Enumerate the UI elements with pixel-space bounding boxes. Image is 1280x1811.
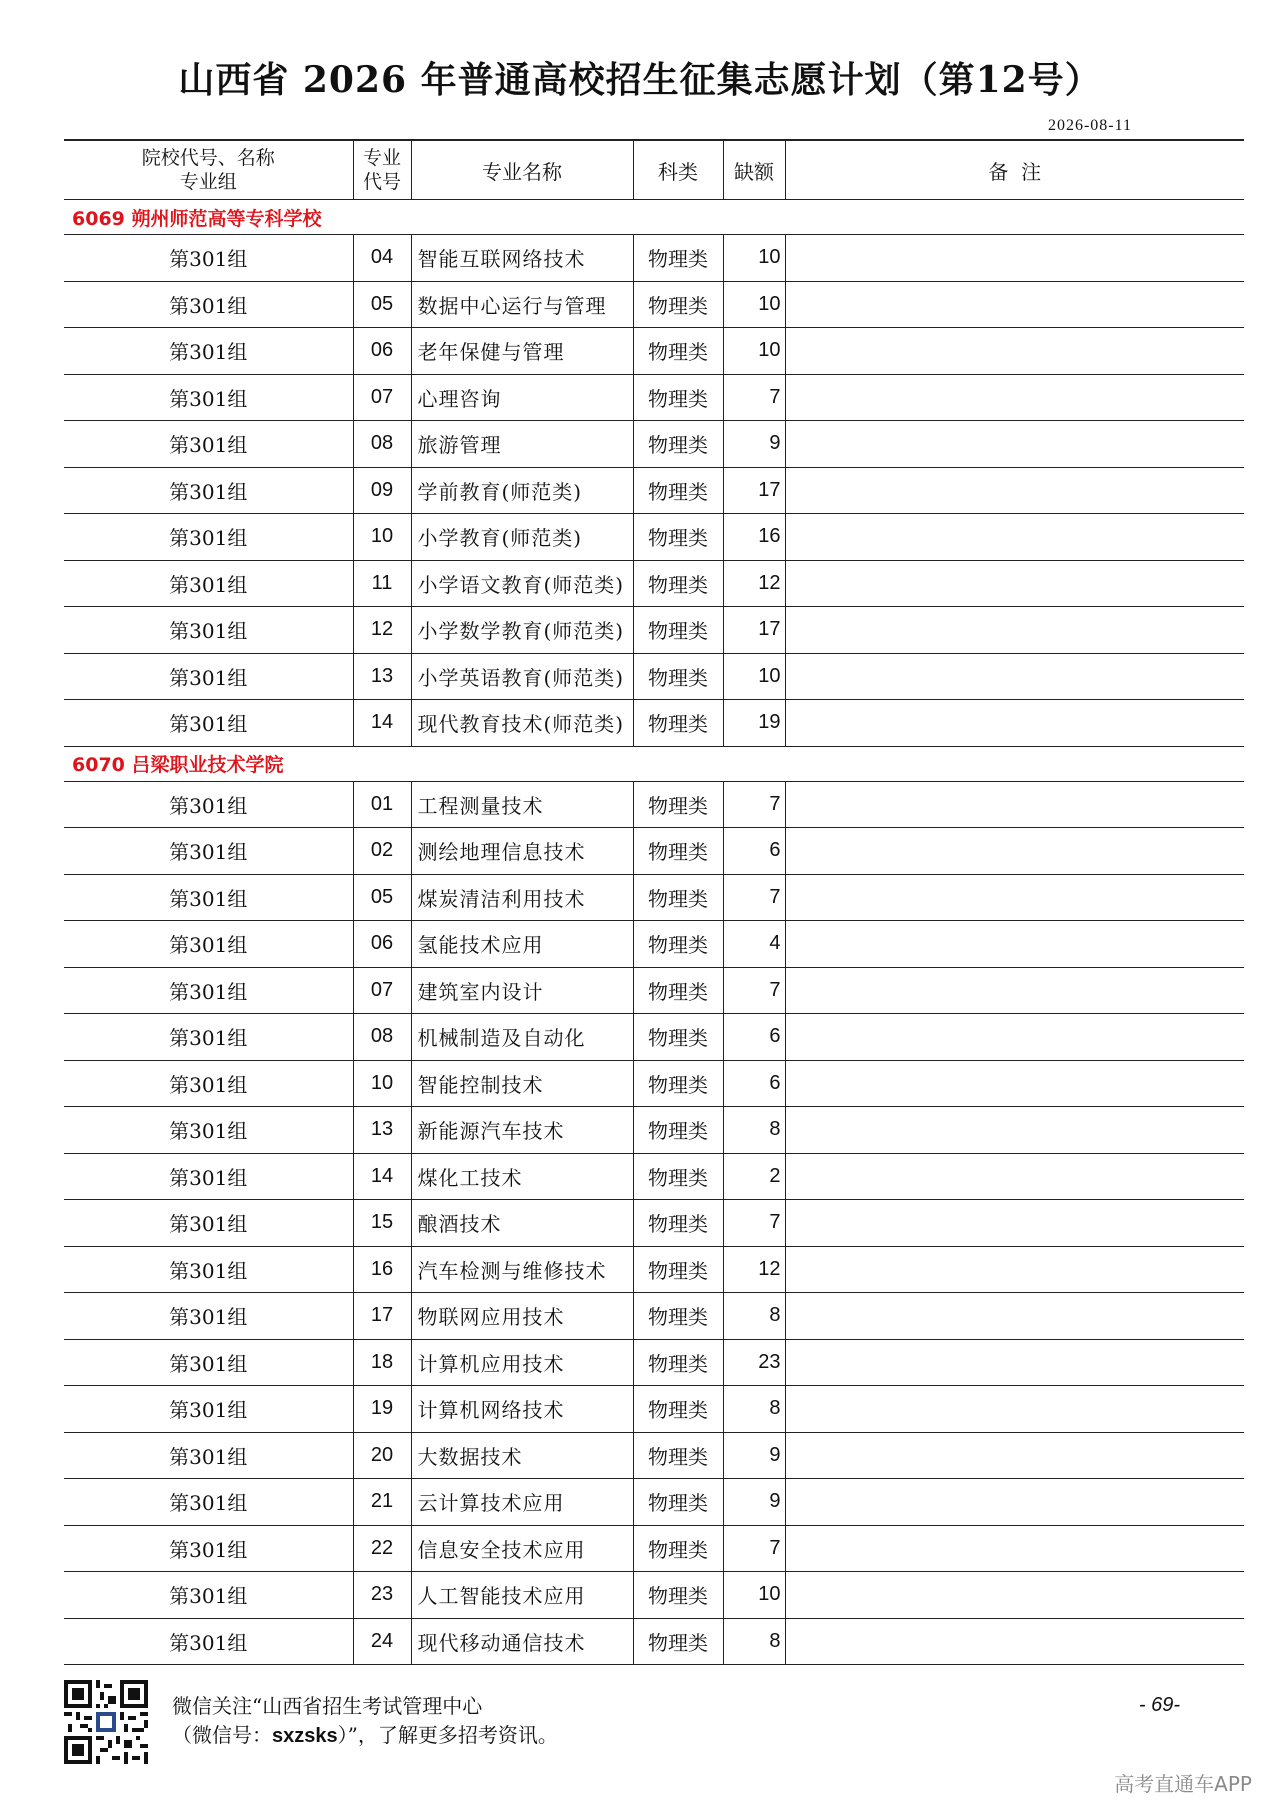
group-cell: 第301组 — [64, 1339, 353, 1386]
header-major-code — [353, 140, 411, 200]
major-name-cell: 汽车检测与维修技术 — [411, 1246, 633, 1293]
table-row — [64, 514, 1244, 561]
quota-cell: 12 — [723, 1246, 785, 1293]
remark-cell — [785, 1572, 1244, 1619]
major-code-cell: 05 — [353, 874, 411, 921]
category-cell: 物理类 — [633, 374, 723, 421]
major-code-cell: 09 — [353, 467, 411, 514]
table-row — [64, 1153, 1244, 1200]
category-cell: 物理类 — [633, 781, 723, 828]
group-cell: 第301组 — [64, 514, 353, 561]
group-cell: 第301组 — [64, 1107, 353, 1154]
major-code-cell: 13 — [353, 1107, 411, 1154]
table-row — [64, 235, 1244, 282]
quota-cell: 4 — [723, 921, 785, 968]
quota-cell: 8 — [723, 1618, 785, 1665]
category-cell: 物理类 — [633, 235, 723, 282]
remark-cell — [785, 781, 1244, 828]
table-row — [64, 653, 1244, 700]
header-school-line1: 院校代号、名称 — [141, 147, 275, 169]
major-name-cell: 煤化工技术 — [411, 1153, 633, 1200]
major-name-cell: 小学教育(师范类) — [411, 514, 633, 561]
quota-cell: 6 — [723, 828, 785, 875]
table-row — [64, 1618, 1244, 1665]
group-cell: 第301组 — [64, 1618, 353, 1665]
group-cell: 第301组 — [64, 467, 353, 514]
quota-cell: 10 — [723, 1572, 785, 1619]
group-cell: 第301组 — [64, 828, 353, 875]
footer-line1: 微信关注“山西省招生考试管理中心 — [172, 1694, 483, 1718]
major-name-cell: 智能控制技术 — [411, 1060, 633, 1107]
quota-cell: 8 — [723, 1386, 785, 1433]
table-row — [64, 921, 1244, 968]
major-name-cell: 计算机应用技术 — [411, 1339, 633, 1386]
remark-cell — [785, 1525, 1244, 1572]
header-major-name: 专业名称 — [411, 140, 633, 200]
table-row — [64, 1479, 1244, 1526]
quota-cell: 2 — [723, 1153, 785, 1200]
remark-cell — [785, 421, 1244, 468]
plan-table — [64, 139, 1244, 1665]
major-code-cell: 17 — [353, 1293, 411, 1340]
group-cell: 第301组 — [64, 1200, 353, 1247]
school-row — [64, 200, 1244, 235]
remark-cell — [785, 700, 1244, 747]
school-name: 6069 朔州师范高等专科学校 — [64, 200, 1244, 235]
major-code-cell: 20 — [353, 1432, 411, 1479]
major-code-cell: 01 — [353, 781, 411, 828]
group-cell: 第301组 — [64, 700, 353, 747]
quota-cell: 8 — [723, 1107, 785, 1154]
table-row — [64, 1246, 1244, 1293]
quota-cell: 16 — [723, 514, 785, 561]
category-cell: 物理类 — [633, 1153, 723, 1200]
major-code-cell: 10 — [353, 514, 411, 561]
quota-cell: 9 — [723, 421, 785, 468]
group-cell: 第301组 — [64, 1153, 353, 1200]
remark-cell — [785, 1293, 1244, 1340]
group-cell: 第301组 — [64, 1479, 353, 1526]
major-name-cell: 学前教育(师范类) — [411, 467, 633, 514]
table-row — [64, 1107, 1244, 1154]
category-cell: 物理类 — [633, 1432, 723, 1479]
page-title: 山西省 2026 年普通高校招生征集志愿计划（第12号） — [178, 59, 1102, 101]
footer-line2 — [172, 1721, 558, 1751]
remark-cell — [785, 1339, 1244, 1386]
category-cell: 物理类 — [633, 828, 723, 875]
major-code-cell: 08 — [353, 421, 411, 468]
footer-wechat-note — [172, 1692, 558, 1751]
major-name-cell: 心理咨询 — [411, 374, 633, 421]
quota-cell: 8 — [723, 1293, 785, 1340]
major-code-cell: 06 — [353, 328, 411, 375]
table-row — [64, 1525, 1244, 1572]
category-cell: 物理类 — [633, 1386, 723, 1433]
table-row — [64, 607, 1244, 654]
major-name-cell: 旅游管理 — [411, 421, 633, 468]
group-cell: 第301组 — [64, 967, 353, 1014]
table-row — [64, 874, 1244, 921]
table-row — [64, 1572, 1244, 1619]
category-cell: 物理类 — [633, 1107, 723, 1154]
category-cell: 物理类 — [633, 421, 723, 468]
major-code-cell: 22 — [353, 1525, 411, 1572]
major-name-cell: 小学英语教育(师范类) — [411, 653, 633, 700]
group-cell: 第301组 — [64, 374, 353, 421]
remark-cell — [785, 1246, 1244, 1293]
group-cell: 第301组 — [64, 1386, 353, 1433]
table-header-row — [64, 140, 1244, 200]
major-code-cell: 10 — [353, 1060, 411, 1107]
category-cell: 物理类 — [633, 1014, 723, 1061]
group-cell: 第301组 — [64, 1525, 353, 1572]
remark-cell — [785, 514, 1244, 561]
major-name-cell: 云计算技术应用 — [411, 1479, 633, 1526]
header-school-group — [64, 140, 353, 200]
category-cell: 物理类 — [633, 1525, 723, 1572]
quota-cell: 19 — [723, 700, 785, 747]
major-code-cell: 19 — [353, 1386, 411, 1433]
category-cell: 物理类 — [633, 1293, 723, 1340]
footer-line2-prefix: （微信号： — [172, 1723, 272, 1747]
school-row — [64, 746, 1244, 781]
header-code-line1: 专业 — [362, 147, 401, 169]
quota-cell: 10 — [723, 281, 785, 328]
remark-cell — [785, 1014, 1244, 1061]
table-row — [64, 467, 1244, 514]
remark-cell — [785, 967, 1244, 1014]
major-name-cell: 现代移动通信技术 — [411, 1618, 633, 1665]
category-cell: 物理类 — [633, 514, 723, 561]
table-row — [64, 1060, 1244, 1107]
category-cell: 物理类 — [633, 1572, 723, 1619]
quota-cell: 6 — [723, 1060, 785, 1107]
major-code-cell: 21 — [353, 1479, 411, 1526]
table-row — [64, 781, 1244, 828]
major-code-cell: 18 — [353, 1339, 411, 1386]
group-cell: 第301组 — [64, 1293, 353, 1340]
category-cell: 物理类 — [633, 1339, 723, 1386]
group-cell: 第301组 — [64, 421, 353, 468]
remark-cell — [785, 560, 1244, 607]
remark-cell — [785, 1386, 1244, 1433]
remark-cell — [785, 1479, 1244, 1526]
table-row — [64, 1200, 1244, 1247]
group-cell: 第301组 — [64, 328, 353, 375]
major-code-cell: 15 — [353, 1200, 411, 1247]
quota-cell: 7 — [723, 374, 785, 421]
group-cell: 第301组 — [64, 235, 353, 282]
footer-wechat-id: sxzsks — [272, 1725, 338, 1747]
major-code-cell: 07 — [353, 374, 411, 421]
quota-cell: 6 — [723, 1014, 785, 1061]
watermark: 高考直通车APP — [1114, 1772, 1252, 1796]
major-name-cell: 老年保健与管理 — [411, 328, 633, 375]
remark-cell — [785, 467, 1244, 514]
quota-cell: 17 — [723, 467, 785, 514]
header-remark: 备 注 — [785, 140, 1244, 200]
group-cell: 第301组 — [64, 1246, 353, 1293]
remark-cell — [785, 1107, 1244, 1154]
remark-cell — [785, 607, 1244, 654]
major-name-cell: 工程测量技术 — [411, 781, 633, 828]
group-cell: 第301组 — [64, 921, 353, 968]
category-cell: 物理类 — [633, 1246, 723, 1293]
remark-cell — [785, 1618, 1244, 1665]
category-cell: 物理类 — [633, 281, 723, 328]
quota-cell: 7 — [723, 874, 785, 921]
group-cell: 第301组 — [64, 653, 353, 700]
major-name-cell: 计算机网络技术 — [411, 1386, 633, 1433]
major-name-cell: 新能源汽车技术 — [411, 1107, 633, 1154]
major-code-cell: 04 — [353, 235, 411, 282]
quota-cell: 10 — [723, 235, 785, 282]
major-code-cell: 02 — [353, 828, 411, 875]
quota-cell: 7 — [723, 1525, 785, 1572]
major-name-cell: 建筑室内设计 — [411, 967, 633, 1014]
category-cell: 物理类 — [633, 921, 723, 968]
major-name-cell: 现代教育技术(师范类) — [411, 700, 633, 747]
major-name-cell: 机械制造及自动化 — [411, 1014, 633, 1061]
category-cell: 物理类 — [633, 700, 723, 747]
quota-cell: 7 — [723, 781, 785, 828]
remark-cell — [785, 921, 1244, 968]
publish-date: 2026-08-11 — [1047, 117, 1132, 134]
page-footer — [64, 1680, 1244, 1770]
remark-cell — [785, 828, 1244, 875]
group-cell: 第301组 — [64, 874, 353, 921]
category-cell: 物理类 — [633, 1479, 723, 1526]
school-name: 6070 吕梁职业技术学院 — [64, 746, 1244, 781]
major-code-cell: 12 — [353, 607, 411, 654]
group-cell: 第301组 — [64, 1060, 353, 1107]
major-code-cell: 13 — [353, 653, 411, 700]
major-name-cell: 小学数学教育(师范类) — [411, 607, 633, 654]
remark-cell — [785, 1060, 1244, 1107]
header-quota: 缺额 — [723, 140, 785, 200]
table-row — [64, 828, 1244, 875]
major-name-cell: 酿酒技术 — [411, 1200, 633, 1247]
major-name-cell: 数据中心运行与管理 — [411, 281, 633, 328]
quota-cell: 9 — [723, 1479, 785, 1526]
remark-cell — [785, 1200, 1244, 1247]
group-cell: 第301组 — [64, 781, 353, 828]
major-name-cell: 智能互联网络技术 — [411, 235, 633, 282]
major-name-cell: 信息安全技术应用 — [411, 1525, 633, 1572]
major-name-cell: 小学语文教育(师范类) — [411, 560, 633, 607]
group-cell: 第301组 — [64, 560, 353, 607]
footer-line2-suffix: ）”，了解更多招考资讯。 — [337, 1723, 558, 1747]
table-row — [64, 560, 1244, 607]
quota-cell: 9 — [723, 1432, 785, 1479]
table-row — [64, 1293, 1244, 1340]
major-name-cell: 大数据技术 — [411, 1432, 633, 1479]
quota-cell: 10 — [723, 328, 785, 375]
remark-cell — [785, 235, 1244, 282]
major-name-cell: 煤炭清洁利用技术 — [411, 874, 633, 921]
qr-code-icon — [64, 1680, 148, 1764]
quota-cell: 10 — [723, 653, 785, 700]
table-row — [64, 281, 1244, 328]
major-name-cell: 人工智能技术应用 — [411, 1572, 633, 1619]
category-cell: 物理类 — [633, 967, 723, 1014]
remark-cell — [785, 874, 1244, 921]
quota-cell: 7 — [723, 1200, 785, 1247]
category-cell: 物理类 — [633, 1200, 723, 1247]
major-code-cell: 14 — [353, 1153, 411, 1200]
category-cell: 物理类 — [633, 560, 723, 607]
quota-cell: 23 — [723, 1339, 785, 1386]
major-code-cell: 14 — [353, 700, 411, 747]
table-row — [64, 700, 1244, 747]
header-code-line2: 代号 — [362, 171, 401, 193]
category-cell: 物理类 — [633, 328, 723, 375]
remark-cell — [785, 1153, 1244, 1200]
major-code-cell: 08 — [353, 1014, 411, 1061]
remark-cell — [785, 374, 1244, 421]
table-row — [64, 1014, 1244, 1061]
category-cell: 物理类 — [633, 1060, 723, 1107]
major-code-cell: 11 — [353, 560, 411, 607]
major-code-cell: 24 — [353, 1618, 411, 1665]
table-row — [64, 1432, 1244, 1479]
remark-cell — [785, 281, 1244, 328]
page-number: - 69- — [1138, 1694, 1180, 1716]
major-name-cell: 物联网应用技术 — [411, 1293, 633, 1340]
group-cell: 第301组 — [64, 281, 353, 328]
group-cell: 第301组 — [64, 1432, 353, 1479]
table-row — [64, 1386, 1244, 1433]
major-name-cell: 氢能技术应用 — [411, 921, 633, 968]
table-row — [64, 1339, 1244, 1386]
group-cell: 第301组 — [64, 1572, 353, 1619]
major-code-cell: 06 — [353, 921, 411, 968]
major-code-cell: 23 — [353, 1572, 411, 1619]
major-code-cell: 16 — [353, 1246, 411, 1293]
table-row — [64, 967, 1244, 1014]
header-category: 科类 — [633, 140, 723, 200]
group-cell: 第301组 — [64, 1014, 353, 1061]
quota-cell: 12 — [723, 560, 785, 607]
remark-cell — [785, 328, 1244, 375]
category-cell: 物理类 — [633, 653, 723, 700]
category-cell: 物理类 — [633, 607, 723, 654]
major-name-cell: 测绘地理信息技术 — [411, 828, 633, 875]
table-row — [64, 328, 1244, 375]
remark-cell — [785, 653, 1244, 700]
quota-cell: 7 — [723, 967, 785, 1014]
category-cell: 物理类 — [633, 874, 723, 921]
category-cell: 物理类 — [633, 467, 723, 514]
table-row — [64, 374, 1244, 421]
remark-cell — [785, 1432, 1244, 1479]
table-row — [64, 421, 1244, 468]
header-school-line2: 专业组 — [179, 171, 237, 193]
major-code-cell: 07 — [353, 967, 411, 1014]
quota-cell: 17 — [723, 607, 785, 654]
group-cell: 第301组 — [64, 607, 353, 654]
category-cell: 物理类 — [633, 1618, 723, 1665]
major-code-cell: 05 — [353, 281, 411, 328]
